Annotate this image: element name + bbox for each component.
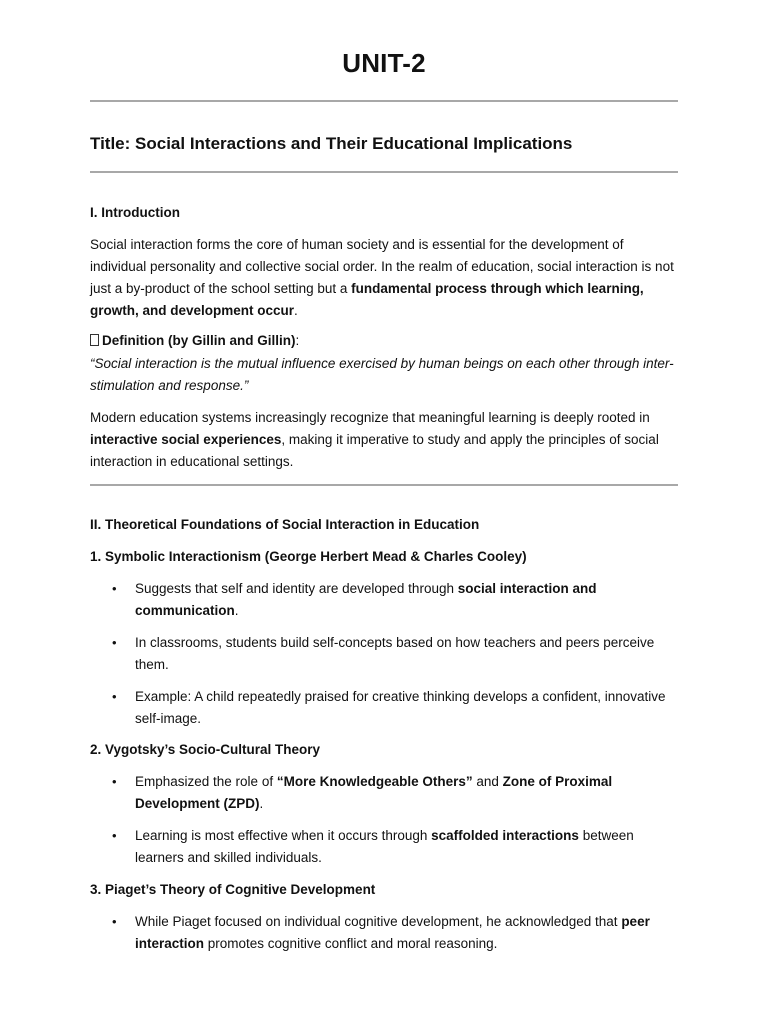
divider [90, 100, 678, 102]
unit-title: UNIT-2 [342, 48, 426, 78]
bullet-icon: • [112, 635, 117, 650]
intro-heading: I. Introduction [90, 205, 180, 220]
bullet-icon: • [112, 828, 117, 843]
definition-quote: “Social interaction is the mutual influence exercised by human beings on each other through inter-stimulation and response.” [90, 356, 674, 393]
section2-heading: II. Theoretical Foundations of Social Interaction in Education [90, 517, 480, 532]
definition-label: Definition (by Gillin and Gillin): [90, 330, 678, 352]
intro-paragraph-1: Social interaction forms the core of human society and is essential for the development of individual personality and collective social order. In the realm of education, social interaction is not just a by-product of the school setting but a fundamental process through which learning, growth, and development occur. [90, 237, 674, 318]
subsection-1-heading: 1. Symbolic Interactionism (George Herbert Mead & Charles Cooley) [90, 549, 527, 564]
doc-title: Title: Social Interactions and Their Educational Implications [90, 134, 573, 153]
bullet-icon: • [112, 581, 117, 596]
missing-glyph-icon [90, 334, 99, 346]
divider [90, 171, 678, 173]
bullet-icon: • [112, 689, 117, 704]
intro-paragraph-2: Modern education systems increasingly recognize that meaningful learning is deeply rooted in interactive social experiences, making it imperative to study and apply the principles of social interaction in educational settings. [90, 410, 659, 469]
bullet-icon: • [112, 774, 117, 789]
subsection-2-heading: 2. Vygotsky’s Socio-Cultural Theory [90, 742, 321, 757]
divider [90, 484, 678, 486]
subsection-3-heading: 3. Piaget’s Theory of Cognitive Development [90, 882, 376, 897]
bullet-icon: • [112, 914, 117, 929]
